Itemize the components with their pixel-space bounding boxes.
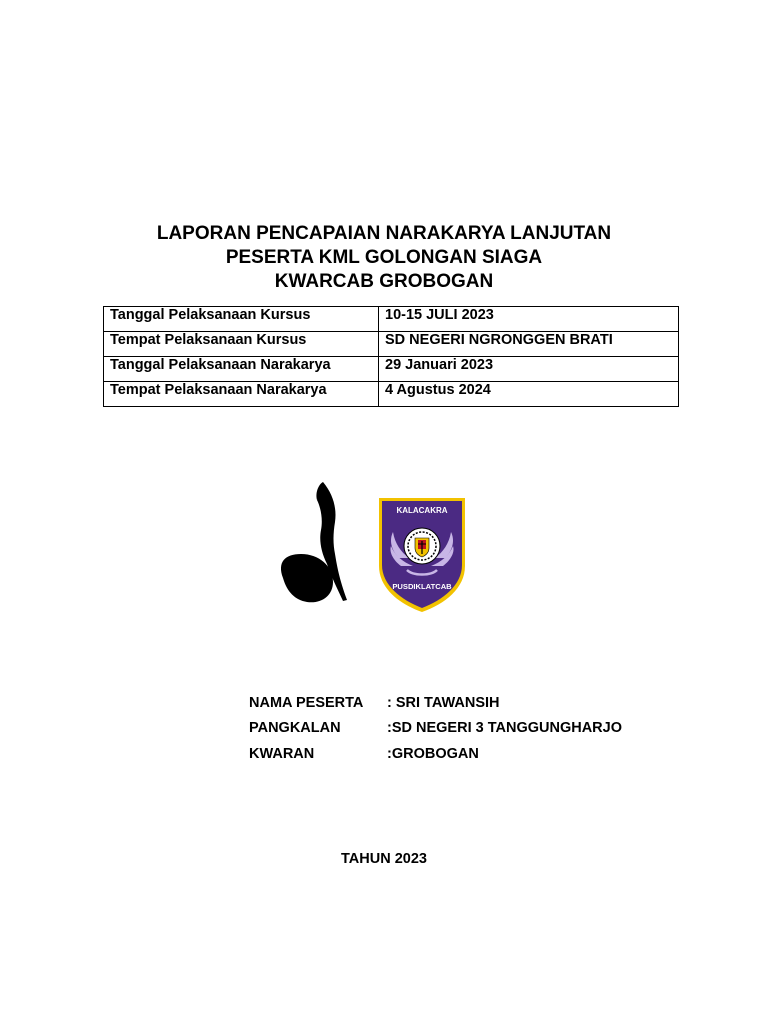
document-title [0, 222, 768, 294]
table-cell-value: 4 Agustus 2024 [379, 382, 679, 407]
title-line-2: PESERTA KML GOLONGAN SIAGA [225, 247, 543, 268]
table-row [104, 382, 679, 407]
participant-base-row [249, 716, 622, 742]
table-cell-label: Tempat Pelaksanaan Narakarya [104, 382, 379, 407]
table-cell-value: 29 Januari 2023 [379, 357, 679, 382]
name-value: : SRI TAWANSIH [387, 694, 500, 711]
region-value: :GROBOGAN [387, 745, 479, 762]
base-label: PANGKALAN [249, 720, 341, 737]
table-cell-label: Tempat Pelaksanaan Kursus [104, 332, 379, 357]
title-line-3: KWARCAB GROBOGAN [274, 271, 494, 292]
table-cell-label: Tanggal Pelaksanaan Kursus [104, 307, 379, 332]
table-cell-value: SD NEGERI NGRONGGEN BRATI [379, 332, 679, 357]
participant-region-row [249, 741, 622, 767]
tunas-kelapa-icon [275, 478, 355, 608]
kalacakra-badge-icon [377, 496, 467, 614]
logos [270, 478, 480, 618]
title-line-1: LAPORAN PENCAPAIAN NARAKARYA LANJUTAN [156, 223, 612, 244]
footer-year: TAHUN 2023 [341, 851, 427, 867]
table-row [104, 307, 679, 332]
participant-name-row [249, 690, 622, 716]
table-row [104, 332, 679, 357]
base-value: :SD NEGERI 3 TANGGUNGHARJO [387, 720, 622, 737]
table-cell-value: 10-15 JULI 2023 [379, 307, 679, 332]
badge-top-text: KALACAKRA [396, 506, 448, 515]
badge-bottom-text: PUSDIKLATCAB [392, 582, 452, 591]
info-table [103, 306, 679, 407]
table-row [104, 357, 679, 382]
participant-info [249, 690, 622, 767]
name-label: NAMA PESERTA [249, 694, 364, 711]
region-label: KWARAN [249, 745, 315, 762]
table-cell-label: Tanggal Pelaksanaan Narakarya [104, 357, 379, 382]
